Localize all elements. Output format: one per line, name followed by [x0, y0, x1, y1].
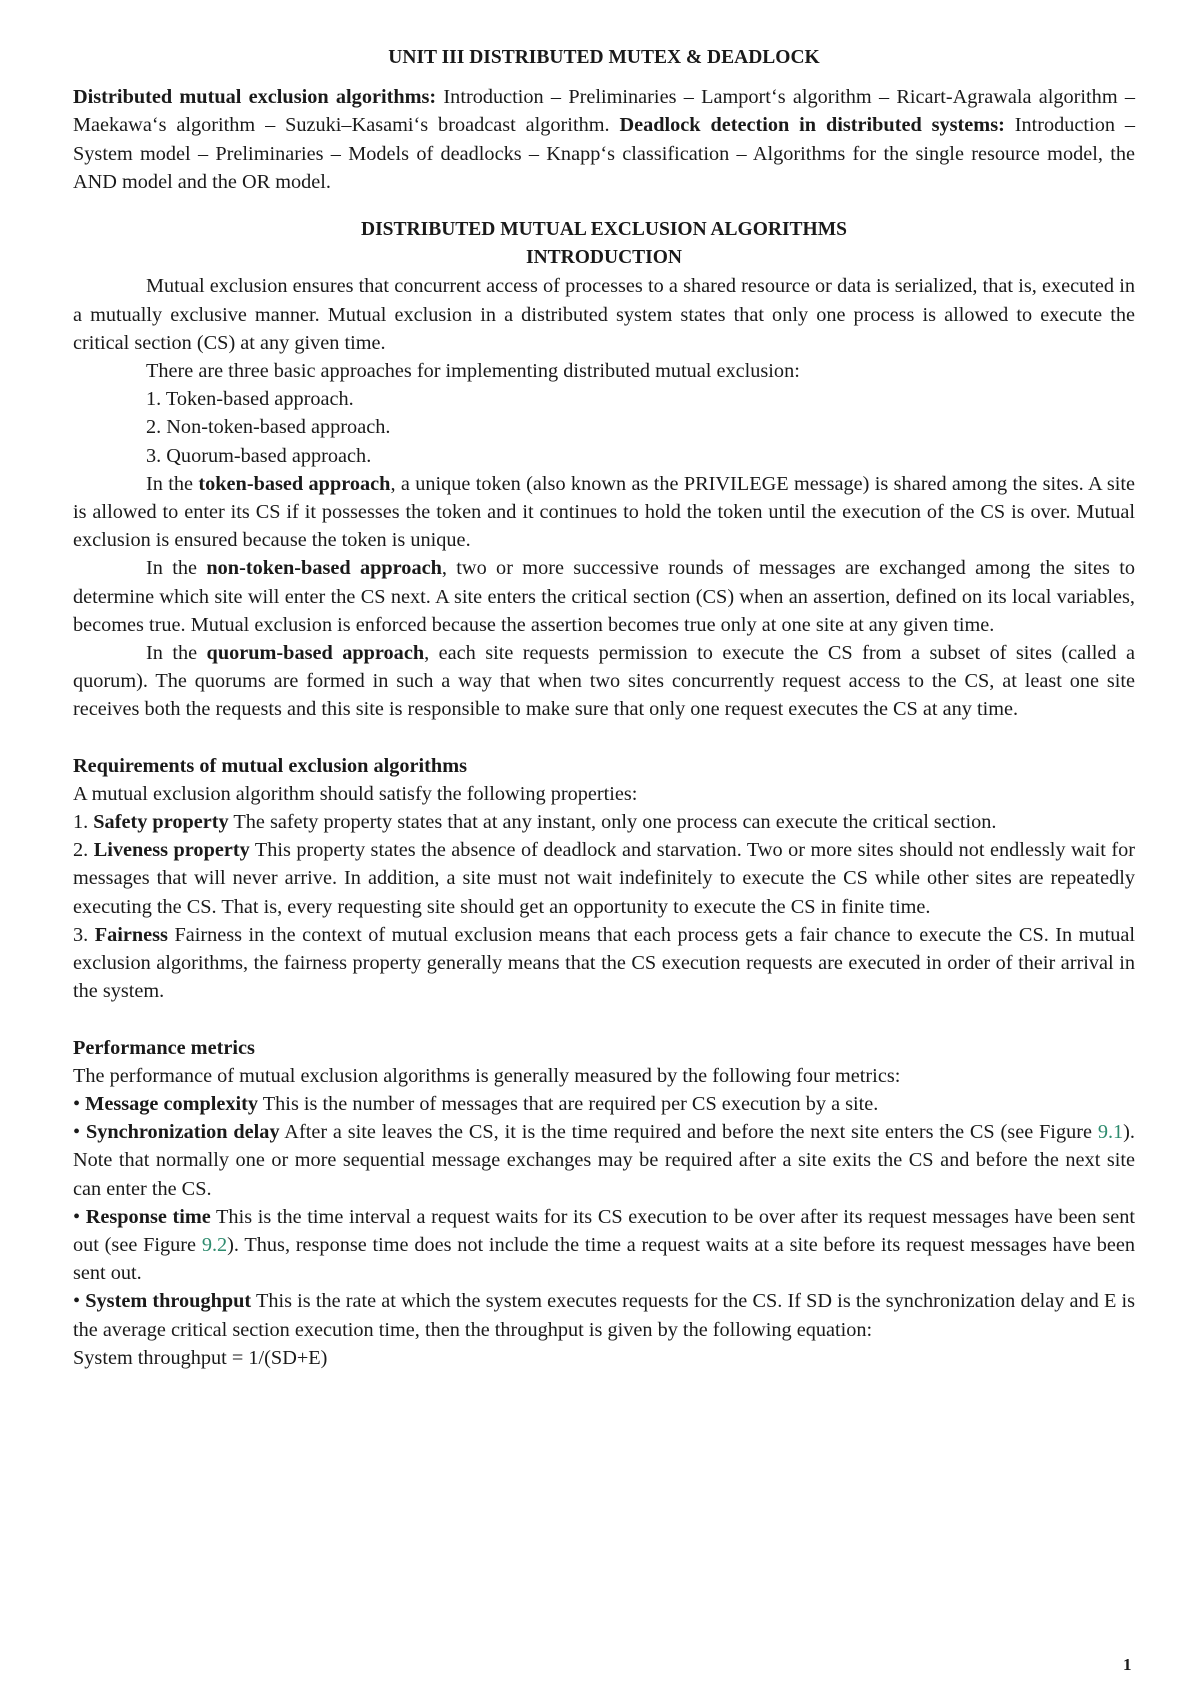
unit-title: UNIT III DISTRIBUTED MUTEX & DEADLOCK — [388, 47, 820, 68]
metric-text: This is the rate at which the system executes requests for the CS. If SD is the synchronization delay and E is the average critical section execution time, then the throughput is given by the following equation: — [73, 1290, 1136, 1341]
quorum-term: quorum-based approach — [206, 642, 425, 665]
performance-intro: The performance of mutual exclusion algorithms is generally measured by the following four metrics: — [73, 1064, 901, 1087]
intro-title: INTRODUCTION — [525, 247, 683, 269]
requirement-term: Liveness property — [93, 839, 250, 862]
section-title: DISTRIBUTED MUTUAL EXCLUSION ALGORITHMS — [361, 219, 847, 241]
document-page — [73, 44, 1135, 1372]
metric-term: System throughput — [85, 1290, 252, 1313]
syllabus-text-deadlock: Introduction – System model – Preliminaries – Models of deadlocks – Knapp‘s classification – Algorithms for the single resource model, the AND model and the OR model. — [73, 114, 1135, 193]
nontoken-pre: In the — [146, 557, 207, 580]
nontoken-paragraph — [73, 554, 1135, 639]
bullet-icon: • — [73, 1092, 86, 1115]
metric-term: Synchronization delay — [85, 1121, 280, 1144]
bullet-icon: • — [73, 1121, 86, 1144]
metric-item — [73, 1287, 1135, 1343]
syllabus-text-mutex: Introduction – Preliminaries – Lamport‘s algorithm – Ricart-Agrawala algorithm – Maekawa‘s algorithm – Suzuki–Kasami‘s broadcast algorithm. — [73, 86, 1135, 137]
metric-item — [73, 1090, 1135, 1118]
metric-text: ). Thus, response time does not include the time a request waits at a site before its request messages have been sent out. — [73, 1233, 1135, 1285]
performance-heading: Performance metrics — [73, 1036, 255, 1059]
throughput-equation: System throughput = 1/(SD+E) — [73, 1346, 328, 1369]
quorum-pre: In the — [146, 642, 207, 665]
figure-link[interactable]: 9.1 — [1097, 1121, 1124, 1144]
metric-text: This is the time interval a request waits for its CS execution to be over after its request messages have been sent out (see Figure — [73, 1205, 1135, 1256]
metric-text: This is the number of messages that are required per CS execution by a site. — [258, 1092, 879, 1115]
nontoken-term: non-token-based approach — [206, 557, 442, 580]
requirements-intro: A mutual exclusion algorithm should satisfy the following properties: — [73, 782, 638, 805]
page-number: 1 — [1123, 1655, 1132, 1674]
metric-term: Response time — [85, 1205, 211, 1228]
quorum-paragraph — [73, 639, 1135, 724]
syllabus-paragraph — [73, 83, 1135, 196]
syllabus-label-mutex: Distributed mutual exclusion algorithms: — [73, 86, 437, 109]
metric-term: Message complexity — [85, 1092, 259, 1115]
approach-item: 2. Non-token-based approach. — [146, 416, 391, 439]
requirement-item — [73, 921, 1135, 1006]
requirement-number: 3. — [73, 923, 95, 946]
requirement-text: This property states the absence of deadlock and starvation. Two or more sites should not endlessly wait for messages that will never arrive. In addition, a site must not wait indefinitely to execute the CS while other sites are repeatedly executing the CS. That is, every requesting site should get an opportunity to execute the CS in finite time. — [73, 839, 1135, 918]
approaches-intro: There are three basic approaches for implementing distributed mutual exclusion: — [146, 360, 800, 383]
token-term: token-based approach — [198, 472, 391, 495]
syllabus-label-deadlock: Deadlock detection in distributed systems: — [619, 114, 1005, 137]
nontoken-text: , two or more successive rounds of messages are exchanged among the sites to determine which site will enter the CS next. A site enters the critical section (CS) when an assertion, defined on its local variables, becomes true. Mutual exclusion is enforced because the assertion becomes true only at one site at any given time. — [73, 557, 1135, 636]
requirement-text: The safety property states that at any instant, only one process can execute the critical section. — [228, 811, 997, 834]
requirement-term: Fairness — [94, 923, 168, 946]
metric-text: After a site leaves the CS, it is the time required and before the next site enters the CS (see Figure — [279, 1121, 1098, 1144]
approach-item: 3. Quorum-based approach. — [146, 444, 372, 467]
bullet-icon: • — [73, 1290, 86, 1313]
metric-item — [73, 1203, 1135, 1288]
token-text: , a unique token (also known as the PRIVILEGE message) is shared among the sites. A site is allowed to enter its CS if it possesses the token and it continues to hold the token until the execution of the CS is over. Mutual exclusion is ensured because the token is unique. — [73, 472, 1135, 552]
token-paragraph — [73, 470, 1135, 555]
requirements-heading: Requirements of mutual exclusion algorithms — [73, 754, 467, 777]
metric-item — [73, 1118, 1135, 1203]
quorum-text: , each site requests permission to execute the CS from a subset of sites (called a quorum). The quorums are formed in such a way that when two sites concurrently request access to the CS, at least one site receives both the requests and this site is responsible to make sure that only one request executes the CS at any time. — [73, 642, 1136, 721]
requirement-number: 2. — [73, 839, 94, 862]
requirement-number: 1. — [73, 811, 94, 834]
requirement-item — [73, 808, 1135, 836]
token-pre: In the — [146, 472, 199, 495]
requirement-item — [73, 836, 1135, 921]
metric-text: ). Note that normally one or more sequential message exchanges may be required after a site exits the CS and before the next site can enter the CS. — [73, 1121, 1135, 1200]
approach-item: 1. Token-based approach. — [146, 388, 354, 411]
requirement-text: Fairness in the context of mutual exclusion means that each process gets a fair chance to execute the CS. In mutual exclusion algorithms, the fairness property generally means that the CS execution requests are executed in order of their arrival in the system. — [73, 923, 1136, 1003]
requirement-term: Safety property — [93, 811, 229, 834]
bullet-icon: • — [73, 1205, 86, 1228]
intro-paragraph: Mutual exclusion ensures that concurrent access of processes to a shared resource or data is serialized, that is, executed in a mutually exclusive manner. Mutual exclusion in a distributed system states that only one process is allowed to execute the critical section (CS) at any given time. — [73, 275, 1135, 354]
figure-link[interactable]: 9.2 — [201, 1233, 228, 1256]
